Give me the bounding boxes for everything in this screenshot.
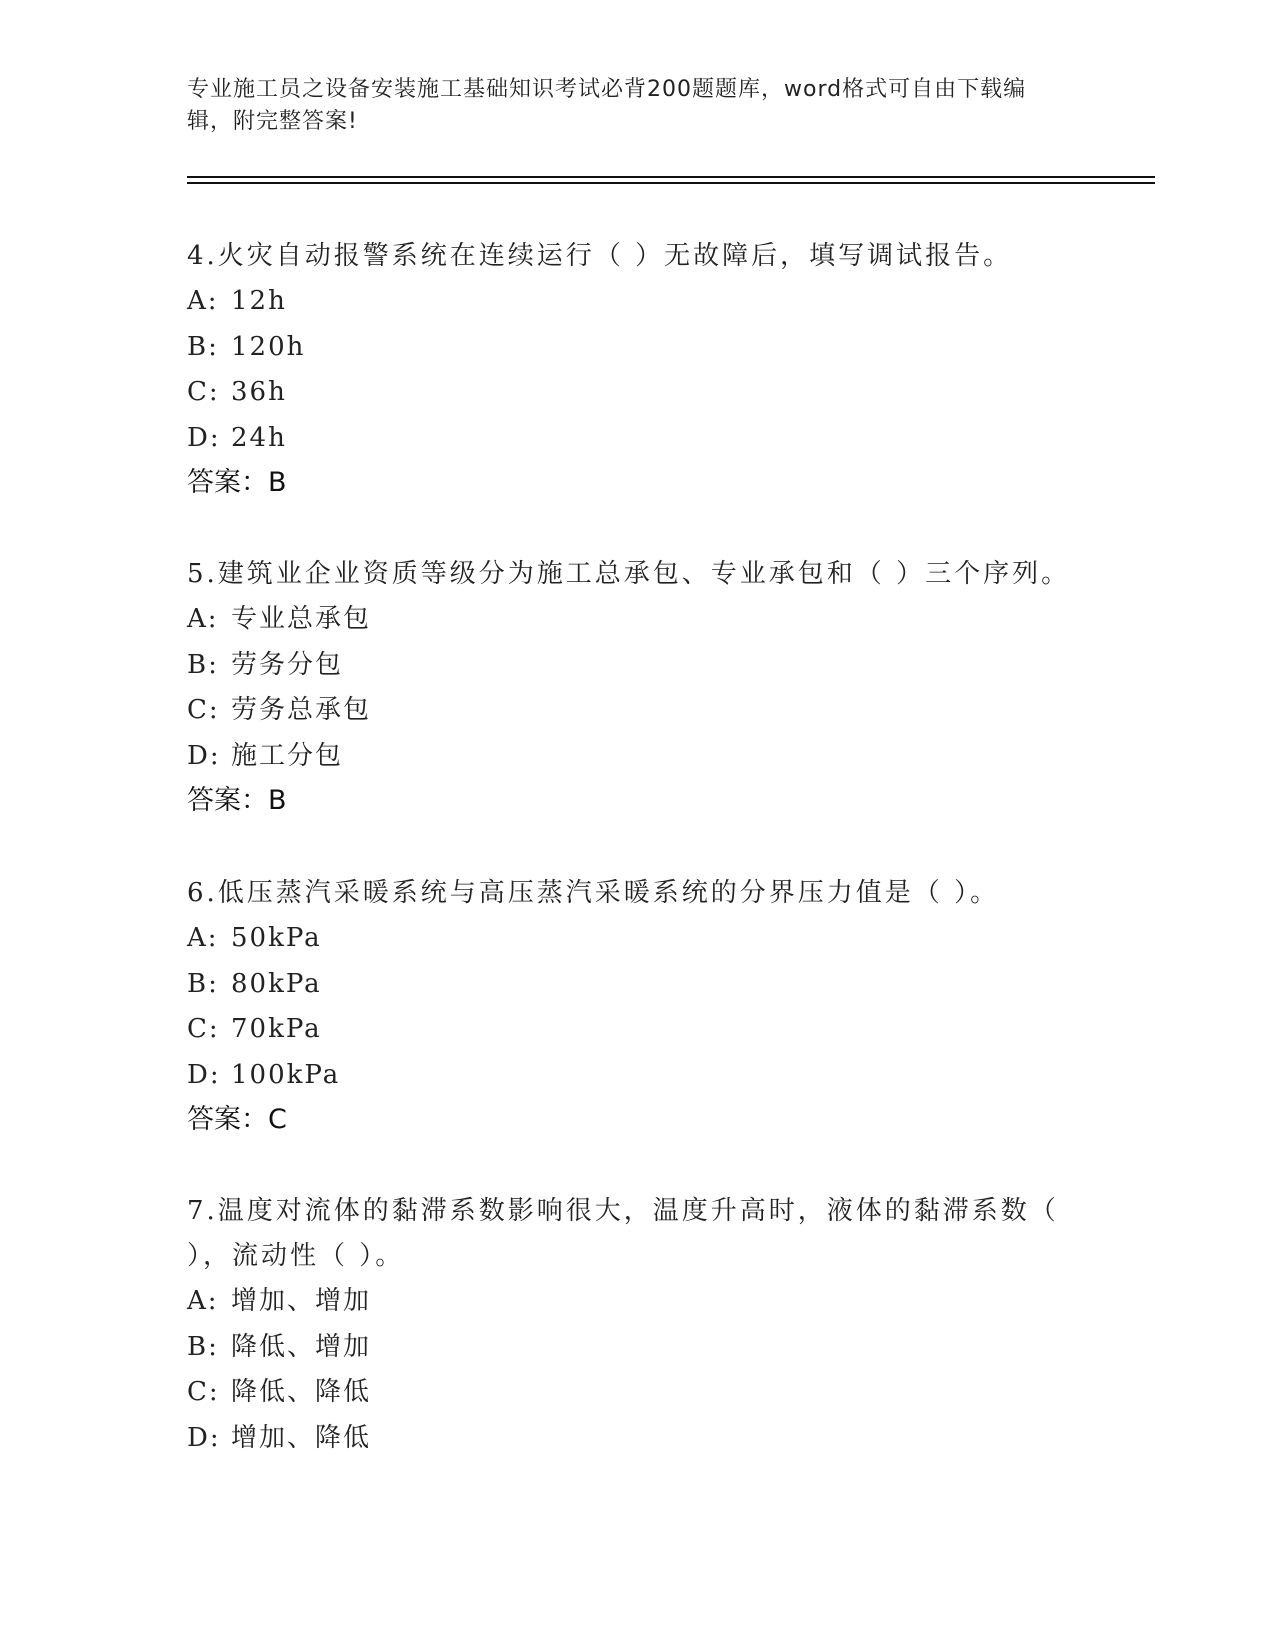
option-letter: C: [187,377,220,407]
question-5 [187,552,1087,823]
option-text: 80kPa [231,968,322,999]
option-letter: A: [187,286,219,316]
option-letter: B: [187,1331,219,1362]
option-a [187,279,1087,325]
answer-label: 答案：B [187,467,287,498]
option-c [187,1370,1087,1416]
question-6 [187,871,1087,1142]
option-d [187,734,1087,780]
option-text: 降低、增加 [231,1331,372,1362]
option-text: 36h [231,377,287,407]
option-text: 降低、降低 [231,1377,372,1407]
question-7 [187,1189,1087,1461]
option-letter: C: [187,1014,220,1044]
option-letter: C: [187,1377,220,1407]
option-letter: A: [187,1286,219,1316]
option-text: 施工分包 [231,740,344,771]
option-c [187,688,1087,734]
document-header: 专业施工员之设备安装施工基础知识考试必背200题题库，word格式可自由下载编辑，附完整答案! [187,77,1027,134]
option-c [187,1007,1087,1053]
option-text: 劳务分包 [231,649,344,680]
option-b [187,643,1087,689]
question-4 [187,234,1087,505]
option-b [187,962,1087,1008]
option-text: 24h [231,422,287,453]
option-letter: D: [187,1059,221,1090]
option-text: 70kPa [231,1014,322,1044]
option-text: 120h [231,331,306,362]
option-text: 100kPa [231,1059,341,1090]
option-d [187,1053,1087,1099]
option-d [187,1416,1087,1462]
option-c [187,370,1087,416]
option-text: 专业总承包 [231,604,372,634]
question-stem: 5.建筑业企业资质等级分为施工总承包、专业承包和（ ）三个序列。 [187,559,1071,589]
option-a [187,597,1087,643]
option-letter: D: [187,1422,221,1453]
option-letter: A: [187,923,219,953]
option-letter: B: [187,331,219,362]
option-b [187,325,1087,371]
option-letter: B: [187,968,219,999]
question-stem: 7.温度对流体的黏滞系数影响很大，温度升高时，液体的黏滞系数（ ），流动性（ ）。 [187,1196,1059,1271]
header-rule-top [187,176,1155,178]
question-stem: 4.火灾自动报警系统在连续运行（ ）无故障后，填写调试报告。 [187,241,1013,271]
option-a [187,1279,1087,1325]
option-text: 50kPa [231,923,322,953]
header-rule-bottom [187,182,1155,184]
option-d [187,416,1087,462]
option-letter: D: [187,422,221,453]
option-text: 增加、增加 [231,1286,372,1316]
option-text: 劳务总承包 [231,695,372,725]
option-letter: C: [187,695,220,725]
option-letter: A: [187,604,219,634]
answer-label: 答案：C [187,1104,287,1135]
option-text: 增加、降低 [231,1422,372,1453]
option-text: 12h [231,286,287,316]
answer-label: 答案：B [187,785,287,816]
option-b [187,1325,1087,1371]
question-stem: 6.低压蒸汽采暖系统与高压蒸汽采暖系统的分界压力值是（ ）。 [187,878,1000,908]
option-letter: B: [187,649,219,680]
option-letter: D: [187,740,221,771]
option-a [187,916,1087,962]
